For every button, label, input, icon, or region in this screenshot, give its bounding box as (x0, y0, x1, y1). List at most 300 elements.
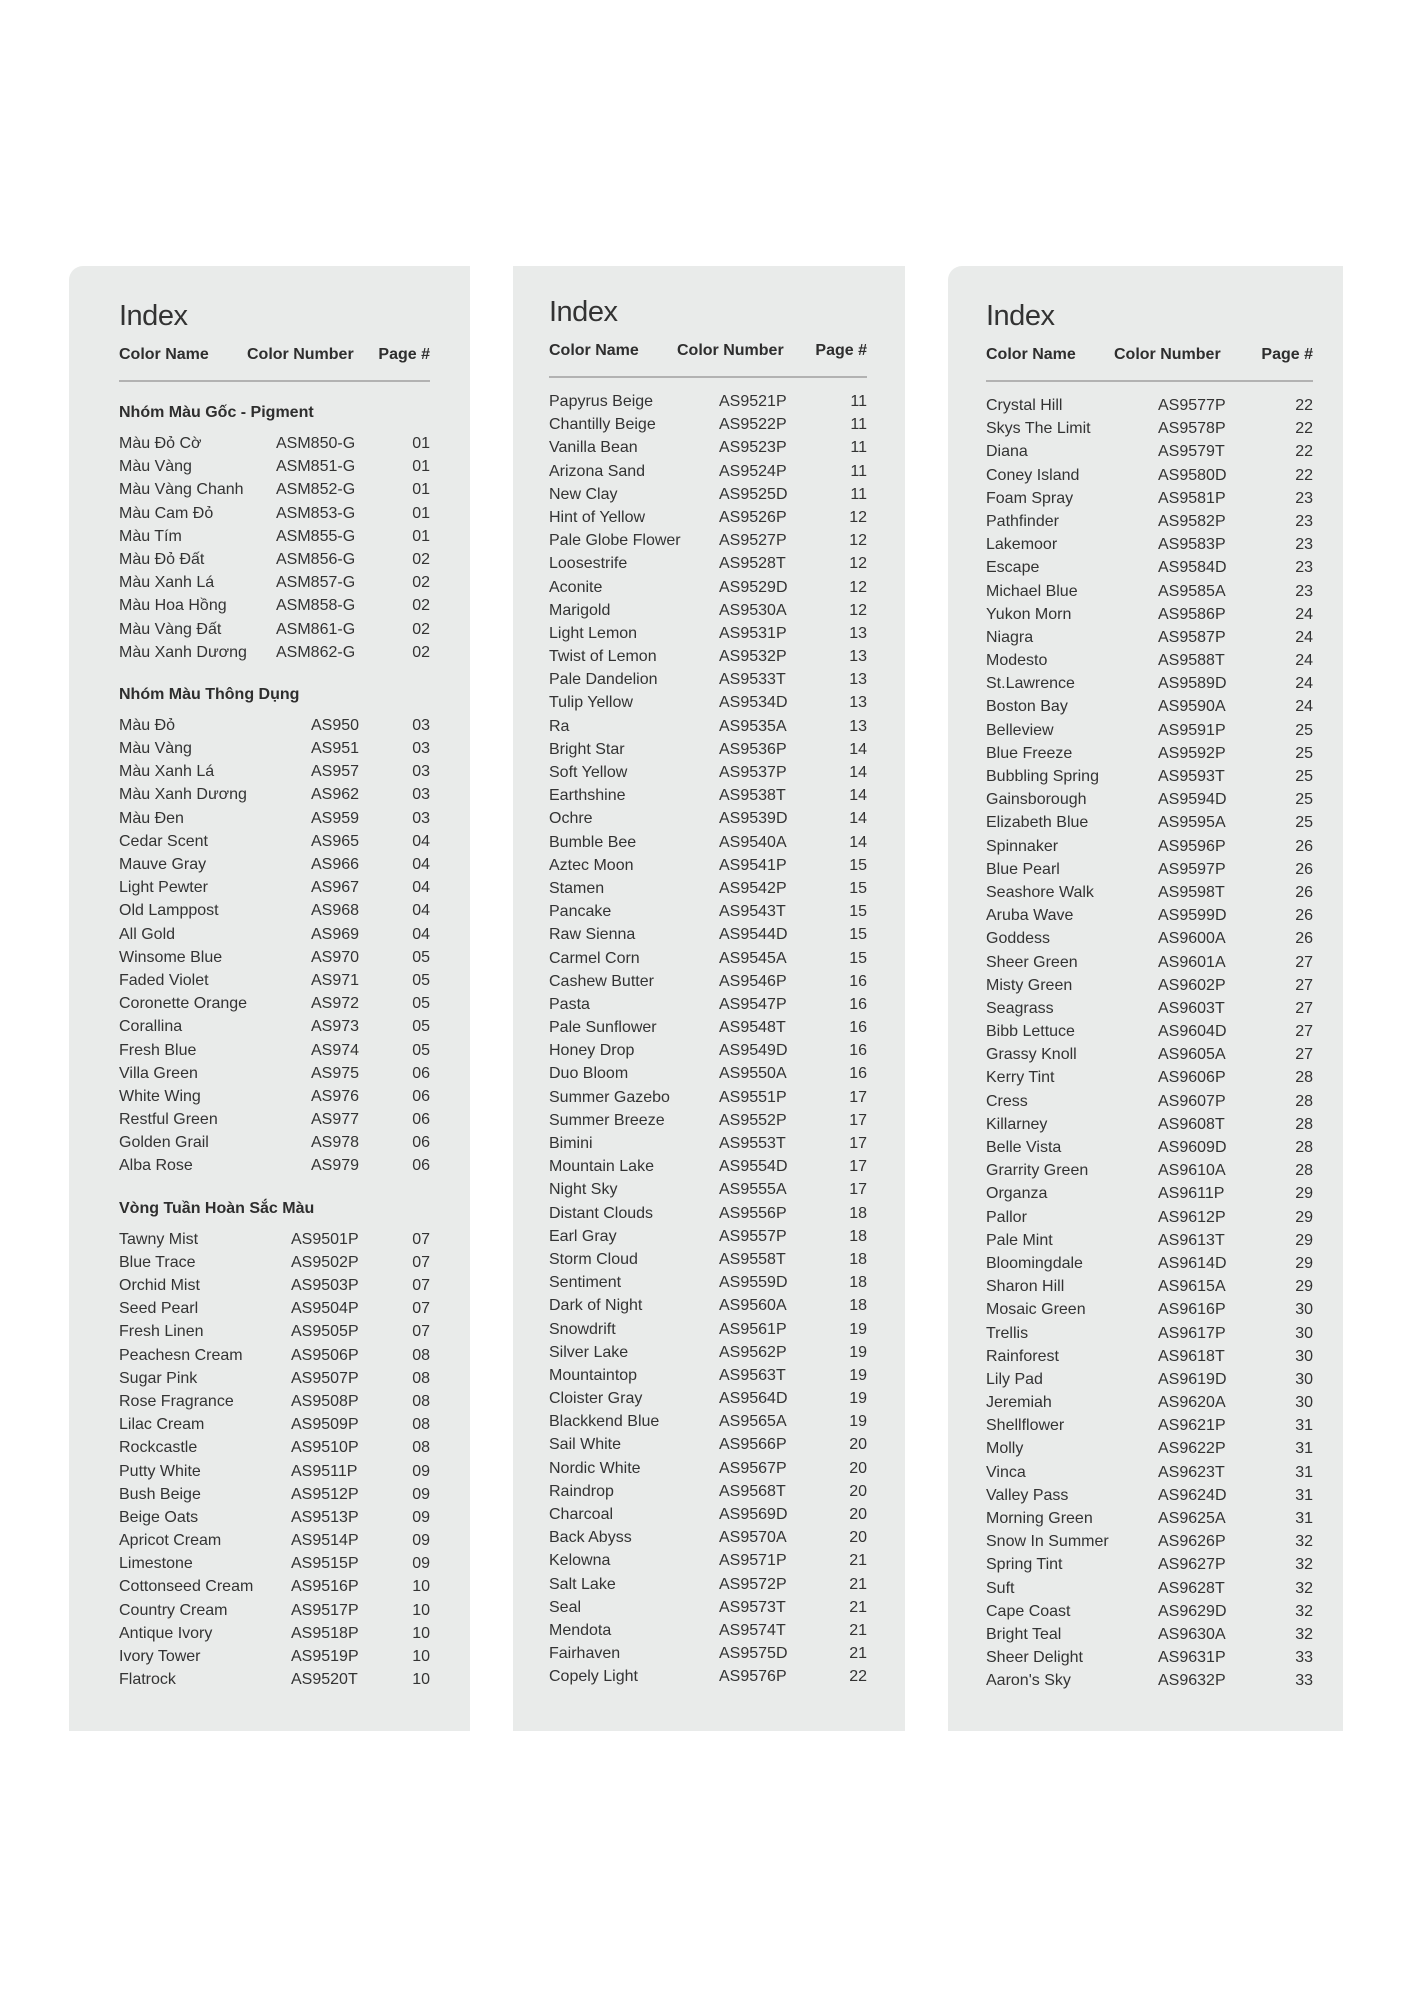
color-number-cell: AS9578P (1158, 420, 1226, 438)
color-number-cell: AS9507P (291, 1369, 359, 1387)
color-name-cell: Lily Pad (986, 1370, 1043, 1388)
table-row (119, 969, 430, 992)
column-headers (549, 342, 867, 360)
page-number-cell: 06 (412, 1087, 430, 1105)
page-number-cell: 11 (850, 439, 867, 457)
page-number-cell: 09 (412, 1485, 430, 1503)
table-row (986, 927, 1313, 950)
table-row (119, 1039, 430, 1062)
page-number-cell: 13 (849, 694, 867, 712)
table-row (549, 1062, 867, 1085)
page-number-cell: 22 (1295, 466, 1313, 484)
color-number-cell: AS9589D (1158, 675, 1227, 693)
color-name-cell: Spring Tint (986, 1556, 1063, 1574)
page-number-cell: 26 (1295, 837, 1313, 855)
group-title-pigment: Nhóm Màu Gốc - Pigment (119, 404, 314, 421)
color-name-cell: Skys The Limit (986, 420, 1091, 438)
table-row (549, 1271, 867, 1294)
table-row (119, 1015, 430, 1038)
table-row (119, 1390, 430, 1413)
color-name-cell: Sheer Delight (986, 1649, 1083, 1667)
color-name-cell: St.Lawrence (986, 675, 1075, 693)
page-number-cell: 27 (1295, 999, 1313, 1017)
color-number-cell: AS9611P (1158, 1185, 1225, 1203)
table-row (119, 1529, 430, 1552)
color-number-cell: AS9563T (719, 1366, 786, 1384)
color-name-cell: Misty Green (986, 976, 1073, 994)
color-number-cell: AS9599D (1158, 907, 1227, 925)
page-number-cell: 21 (849, 1598, 867, 1616)
color-number-cell: AS9632P (1158, 1672, 1226, 1690)
color-number-cell: AS9545A (719, 949, 787, 967)
table-row (986, 1391, 1313, 1414)
table-row (119, 1251, 430, 1274)
color-number-cell: AS9607P (1158, 1092, 1226, 1110)
color-name-cell: Suft (986, 1579, 1015, 1597)
page-number-cell: 29 (1295, 1231, 1313, 1249)
color-name-cell: Belle Vista (986, 1139, 1062, 1156)
color-name-cell: Putty White (119, 1462, 201, 1480)
color-number-cell: AS9579T (1158, 443, 1225, 461)
color-name-cell: Belleview (986, 721, 1054, 739)
table-row (119, 737, 430, 760)
table-row (119, 1297, 430, 1320)
page-number-cell: 04 (412, 925, 430, 943)
color-number-cell: AS9535A (719, 717, 787, 735)
table-row (986, 1669, 1313, 1692)
color-number-cell: AS9543T (719, 903, 786, 921)
table-row (549, 1480, 867, 1503)
color-number-cell: AS9529D (719, 578, 788, 596)
table-row (986, 1229, 1313, 1252)
page-number-cell: 14 (849, 787, 867, 805)
table-row (119, 853, 430, 876)
color-number-cell: AS9629D (1158, 1602, 1227, 1620)
page-number-cell: 19 (849, 1366, 867, 1384)
page-number-cell: 18 (849, 1274, 867, 1292)
color-name-cell: Vanilla Bean (549, 439, 638, 457)
color-number-cell: AS9615A (1158, 1278, 1226, 1296)
color-number-cell: AS9605A (1158, 1046, 1226, 1064)
page-number-cell: 30 (1295, 1347, 1313, 1365)
color-name-cell: Alba Rose (119, 1157, 193, 1175)
color-name-cell: Grassy Knoll (986, 1046, 1077, 1064)
page-number-cell: 21 (849, 1552, 867, 1570)
color-name-cell: Crystal Hill (986, 397, 1063, 414)
page-number-cell: 26 (1295, 860, 1313, 878)
page-number-cell: 03 (412, 763, 430, 781)
color-number-cell: AS9602P (1158, 976, 1226, 994)
table-row (986, 1322, 1313, 1345)
page-number-cell: 21 (849, 1645, 867, 1663)
color-name-cell: Storm Cloud (549, 1250, 638, 1268)
page-number-cell: 01 (412, 435, 430, 452)
page-number-cell: 13 (849, 671, 867, 689)
color-number-cell: AS9572P (719, 1575, 787, 1593)
color-name-cell: Màu Xanh Dương (119, 786, 247, 804)
color-name-cell: Stamen (549, 879, 605, 897)
color-name-cell: Honey Drop (549, 1042, 635, 1060)
color-number-cell: AS9548T (719, 1019, 786, 1037)
color-number-cell: AS9626P (1158, 1533, 1226, 1551)
color-number-cell: AS9617P (1158, 1324, 1226, 1342)
table-row (549, 691, 867, 714)
table-row (549, 993, 867, 1016)
color-name-cell: Sharon Hill (986, 1278, 1065, 1296)
color-name-cell: Mauve Gray (119, 856, 207, 873)
page-number-cell: 02 (412, 550, 430, 568)
table-row (549, 1086, 867, 1109)
table-row (986, 1020, 1313, 1043)
color-number-cell: AS975 (311, 1064, 360, 1082)
page-number-cell: 27 (1295, 953, 1313, 971)
page-number-cell: 15 (849, 879, 867, 897)
page-number-cell: 31 (1295, 1510, 1313, 1527)
table-row (549, 1387, 867, 1410)
table-row (549, 900, 867, 923)
table-row (986, 974, 1313, 997)
table-row (549, 1549, 867, 1572)
page-number-cell: 05 (412, 948, 430, 966)
header-color-name: Color Name (986, 346, 1076, 363)
color-name-cell: Coronette Orange (119, 995, 248, 1013)
header-page: Page # (815, 342, 867, 359)
page-number-cell: 25 (1295, 791, 1313, 809)
page-number-cell: 03 (412, 786, 430, 804)
index-panel-1 (69, 266, 470, 1731)
table-row (549, 923, 867, 946)
page-number-cell: 09 (412, 1532, 430, 1550)
table-row (119, 618, 430, 641)
color-number-cell: AS9516P (291, 1578, 359, 1596)
color-number-cell: AS9570A (719, 1529, 787, 1547)
page-number-cell: 30 (1295, 1324, 1313, 1342)
color-name-cell: Raw Sienna (549, 926, 636, 944)
color-number-cell: AS9622P (1158, 1440, 1226, 1458)
column-headers (119, 346, 430, 364)
page-number-cell: 03 (412, 809, 430, 827)
color-number-cell: AS9523P (719, 439, 787, 457)
color-number-cell: AS971 (311, 971, 360, 989)
color-number-cell: AS9573T (719, 1598, 786, 1616)
table-row (986, 649, 1313, 672)
color-number-cell: AS9540A (719, 833, 787, 851)
page-number-cell: 20 (849, 1459, 867, 1477)
table-row (986, 1136, 1313, 1159)
color-number-cell: AS9584D (1158, 559, 1227, 577)
color-number-cell: AS9619D (1158, 1370, 1227, 1388)
table-row (986, 904, 1313, 927)
table-row (119, 1668, 430, 1691)
table-row (119, 1344, 430, 1367)
table-row (119, 1436, 430, 1459)
page-number-cell: 10 (412, 1624, 430, 1642)
color-number-cell: AS9510P (291, 1439, 359, 1457)
page-number-cell: 05 (412, 995, 430, 1013)
table-row (119, 502, 430, 525)
table-row (549, 576, 867, 599)
color-name-cell: Tulip Yellow (549, 694, 633, 712)
page-number-cell: 19 (849, 1320, 867, 1338)
table-row (549, 645, 867, 668)
color-number-cell: AS966 (311, 856, 360, 873)
color-number-cell: AS9561P (719, 1320, 787, 1338)
color-number-cell: AS9538T (719, 787, 786, 805)
color-name-cell: Molly (986, 1440, 1024, 1458)
page-number-cell: 17 (849, 1181, 867, 1199)
color-number-cell: AS9509P (291, 1416, 359, 1434)
table-row (549, 854, 867, 877)
color-number-cell: AS9551P (719, 1088, 787, 1106)
color-name-cell: Silver Lake (549, 1343, 629, 1361)
table-row (986, 811, 1313, 834)
color-number-cell: AS962 (311, 786, 360, 804)
table-row (119, 899, 430, 922)
page-number-cell: 23 (1295, 512, 1313, 530)
color-number-cell: AS9530A (719, 601, 787, 619)
page-number-cell: 04 (412, 832, 430, 850)
table-row (119, 923, 430, 946)
color-number-cell: AS9544D (719, 926, 788, 944)
color-number-cell: AS9603T (1158, 999, 1225, 1017)
color-name-cell: Ochre (549, 810, 593, 828)
color-name-cell: Hint of Yellow (549, 508, 646, 526)
table-row (549, 1132, 867, 1155)
color-name-cell: Cottonseed Cream (119, 1578, 254, 1596)
color-number-cell: ASM852-G (276, 481, 356, 499)
color-name-cell: Màu Vàng (119, 740, 192, 758)
table-row (986, 603, 1313, 626)
page-number-cell: 07 (412, 1277, 430, 1294)
table-row (986, 1484, 1313, 1507)
page-number-cell: 18 (849, 1227, 867, 1245)
table-row (986, 1298, 1313, 1321)
color-number-cell: AS9574T (719, 1621, 786, 1639)
page-number-cell: 08 (412, 1439, 430, 1457)
color-name-cell: Raindrop (549, 1482, 614, 1500)
color-name-cell: Fresh Blue (119, 1041, 197, 1059)
color-number-cell: AS9542P (719, 879, 787, 897)
page-number-cell: 06 (412, 1134, 430, 1152)
color-name-cell: Cape Coast (986, 1602, 1071, 1620)
color-name-cell: Bumble Bee (549, 833, 637, 851)
table-row (549, 761, 867, 784)
color-name-cell: Màu Hoa Hồng (119, 597, 227, 615)
color-name-cell: Pallor (986, 1208, 1027, 1226)
page-number-cell: 32 (1295, 1556, 1313, 1574)
table-row (119, 432, 430, 455)
color-name-cell: Pale Globe Flower (549, 532, 681, 550)
page-number-cell: 25 (1295, 768, 1313, 785)
table-row (986, 1275, 1313, 1298)
color-name-cell: Pasta (549, 995, 590, 1013)
color-name-cell: Màu Đen (119, 809, 184, 827)
color-name-cell: Màu Cam Đỏ (119, 504, 214, 522)
color-name-cell: Chantilly Beige (549, 416, 656, 434)
header-divider (986, 380, 1313, 382)
color-number-cell: AS9554D (719, 1158, 788, 1176)
page-number-cell: 12 (849, 555, 867, 573)
table-row (549, 1619, 867, 1642)
page-number-cell: 33 (1295, 1649, 1313, 1667)
color-number-cell: AS9560A (719, 1297, 787, 1315)
table-row (119, 1108, 430, 1131)
color-name-cell: Mountain Lake (549, 1158, 654, 1176)
page-number-cell: 14 (849, 740, 867, 758)
table-row (119, 760, 430, 783)
color-name-cell: Valley Pass (986, 1486, 1069, 1504)
page-number-cell: 02 (412, 620, 430, 638)
color-name-cell: Antique Ivory (119, 1624, 213, 1642)
page-number-cell: 22 (1295, 420, 1313, 438)
color-number-cell: AS979 (311, 1157, 360, 1175)
page-number-cell: 24 (1295, 628, 1313, 646)
color-number-cell: AS9531P (719, 624, 787, 642)
color-name-cell: Restful Green (119, 1111, 218, 1129)
table-row (549, 1526, 867, 1549)
table-row (119, 1274, 430, 1297)
page-number-cell: 27 (1295, 1023, 1313, 1041)
table-row (986, 1461, 1313, 1484)
page-number-cell: 14 (849, 833, 867, 851)
page-number-cell: 05 (412, 971, 430, 989)
color-number-cell: AS976 (311, 1087, 360, 1105)
color-number-cell: AS9552P (719, 1111, 787, 1129)
color-name-cell: Màu Đỏ Cờ (119, 435, 202, 452)
page-number-cell: 15 (849, 856, 867, 874)
color-name-cell: Kerry Tint (986, 1069, 1055, 1087)
color-name-cell: Blackkend Blue (549, 1413, 660, 1431)
table-row (549, 1016, 867, 1039)
color-number-cell: AS9592P (1158, 744, 1226, 762)
color-number-cell: AS9501P (291, 1230, 359, 1248)
color-number-cell: AS9546P (719, 972, 787, 990)
color-name-cell: Summer Breeze (549, 1111, 665, 1129)
color-number-cell: AS9593T (1158, 768, 1225, 785)
table-row (986, 556, 1313, 579)
page-number-cell: 11 (850, 393, 867, 410)
page-number-cell: 07 (412, 1323, 430, 1341)
page-number-cell: 07 (412, 1253, 430, 1271)
page-number-cell: 07 (412, 1300, 430, 1318)
color-number-cell: AS9517P (291, 1601, 359, 1619)
color-number-cell: AS9590A (1158, 698, 1226, 716)
table-row (986, 858, 1313, 881)
color-name-cell: Bibb Lettuce (986, 1023, 1075, 1041)
table-row (119, 876, 430, 899)
color-number-cell: AS9627P (1158, 1556, 1226, 1574)
table-row (549, 1642, 867, 1665)
page-number-cell: 04 (412, 879, 430, 897)
color-number-cell: AS9504P (291, 1300, 359, 1318)
table-row (549, 552, 867, 575)
header-color-number: Color Number (247, 346, 354, 363)
color-number-cell: AS9569D (719, 1506, 788, 1523)
table-row (549, 715, 867, 738)
color-number-cell: AS9591P (1158, 721, 1226, 739)
table-row (119, 571, 430, 594)
color-number-cell: AS9613T (1158, 1231, 1225, 1249)
table-row (986, 719, 1313, 742)
color-number-cell: AS959 (311, 809, 360, 827)
color-number-cell: AS9567P (719, 1459, 787, 1477)
page-number-cell: 32 (1295, 1625, 1313, 1643)
color-name-cell: Fairhaven (549, 1645, 621, 1663)
page-number-cell: 20 (849, 1506, 867, 1523)
page-number-cell: 05 (412, 1041, 430, 1059)
table-row (119, 1062, 430, 1085)
color-name-cell: Grarrity Green (986, 1162, 1089, 1180)
column-headers (986, 346, 1313, 364)
page-number-cell: 25 (1295, 744, 1313, 762)
color-number-cell: AS9514P (291, 1532, 359, 1550)
color-number-cell: ASM853-G (276, 504, 356, 522)
color-number-cell: AS9582P (1158, 512, 1226, 530)
table-row (549, 1225, 867, 1248)
color-number-cell: AS970 (311, 948, 360, 966)
color-number-cell: AS9606P (1158, 1069, 1226, 1087)
page-number-cell: 21 (849, 1621, 867, 1639)
color-number-cell: AS9550A (719, 1065, 787, 1083)
color-number-cell: AS9580D (1158, 466, 1227, 484)
page-number-cell: 24 (1295, 605, 1313, 623)
table-row (549, 529, 867, 552)
color-name-cell: Dark of Night (549, 1297, 643, 1315)
color-name-cell: Elizabeth Blue (986, 814, 1089, 832)
color-number-cell: AS9503P (291, 1277, 359, 1294)
color-name-cell: Cloister Gray (549, 1390, 643, 1408)
page-number-cell: 22 (1295, 443, 1313, 461)
table-row (549, 1294, 867, 1317)
color-name-cell: Màu Xanh Lá (119, 763, 215, 781)
page-number-cell: 15 (849, 926, 867, 944)
page-number-cell: 32 (1295, 1602, 1313, 1620)
page-number-cell: 15 (849, 949, 867, 967)
color-name-cell: Mountaintop (549, 1366, 638, 1384)
color-number-cell: AS9522P (719, 416, 787, 434)
page-number-cell: 27 (1295, 976, 1313, 994)
page-number-cell: 02 (412, 597, 430, 615)
page-number-cell: 16 (849, 995, 867, 1013)
table-row (119, 1483, 430, 1506)
table-row (549, 413, 867, 436)
color-name-cell: Aaron's Sky (986, 1672, 1071, 1690)
color-name-cell: Summer Gazebo (549, 1088, 670, 1106)
table-row (986, 440, 1313, 463)
table-row (119, 1622, 430, 1645)
color-name-cell: Carmel Corn (549, 949, 640, 967)
page-number-cell: 21 (849, 1575, 867, 1593)
color-number-cell: AS9518P (291, 1624, 359, 1642)
page-number-cell: 22 (1295, 397, 1313, 414)
table-row (986, 510, 1313, 533)
color-name-cell: Corallina (119, 1018, 183, 1036)
page-number-cell: 29 (1295, 1185, 1313, 1203)
color-name-cell: Sheer Green (986, 953, 1078, 971)
table-row (119, 525, 430, 548)
color-number-cell: AS9596P (1158, 837, 1226, 855)
color-name-cell: Foam Spray (986, 489, 1074, 507)
page-number-cell: 03 (412, 740, 430, 758)
table-row (986, 1553, 1313, 1576)
color-number-cell: AS9533T (719, 671, 786, 689)
color-name-cell: Màu Xanh Dương (119, 643, 247, 661)
color-name-cell: Gainsborough (986, 791, 1087, 809)
color-number-cell: AS9528T (719, 555, 786, 573)
color-number-cell: AS9526P (719, 508, 787, 526)
page-number-cell: 06 (412, 1111, 430, 1129)
color-name-cell: Bush Beige (119, 1485, 201, 1503)
